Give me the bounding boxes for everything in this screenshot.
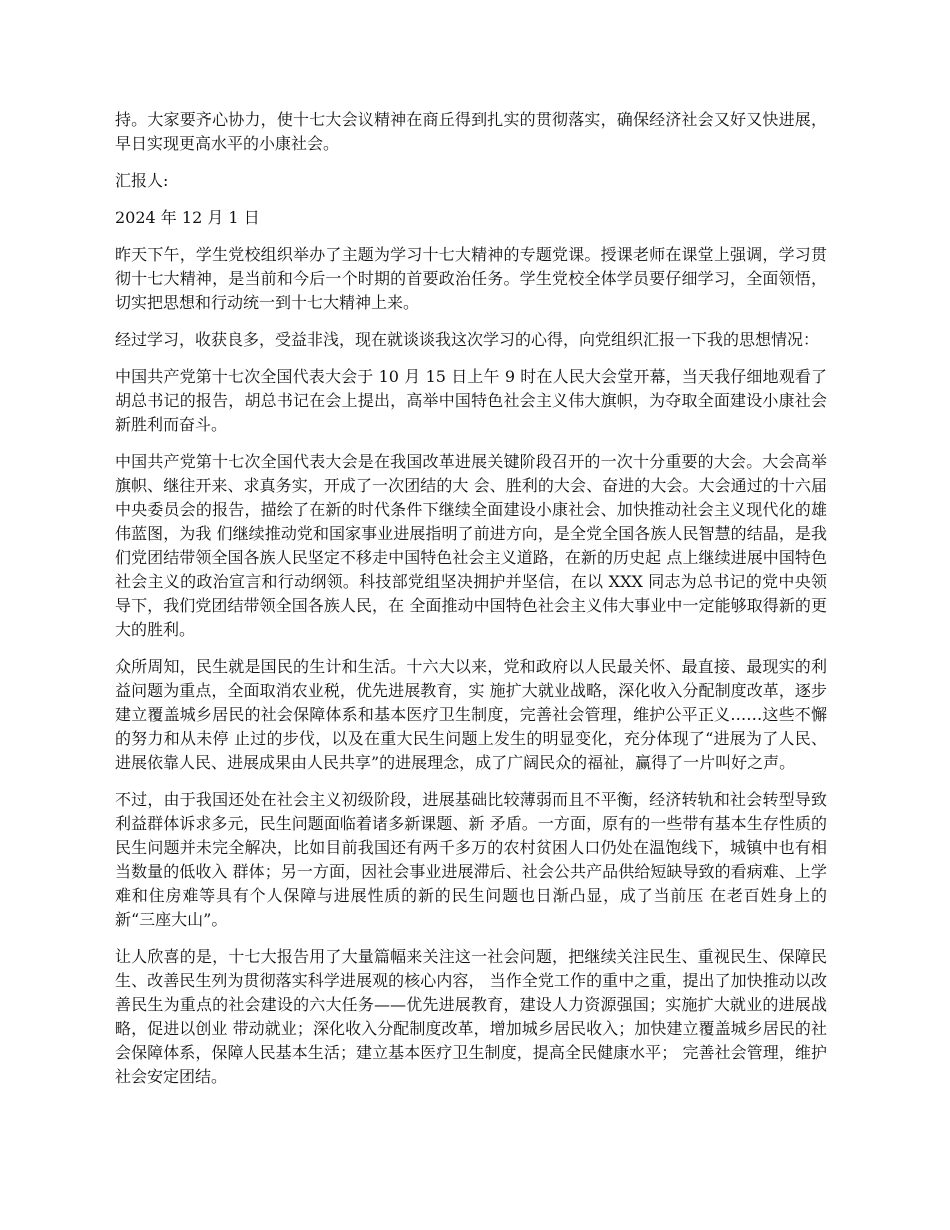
paragraph-challenges: 不过，由于我国还处在社会主义初级阶段，进展基础比较薄弱而且不平衡，经济转轨和社会转型导致利益群体诉求多元，民生问题面临着诸多新课题、新 矛盾。一方面，原有的一些带有基本生存性质的民生问题并未完全解决，比如目前我国还有两千多万的农村贫困人口仍处在温饱线下，城镇中也有相当数量的低收入 群体；另一方面，因社会事业进展滞后、社会公共产品供给短缺导致的看病难、上学难和住房难等具有个人保障与进展性质的新的民生问题也日渐凸显，成了当前压 在老百姓身上的新“三座大山”。	[115, 790, 827, 929]
document-page	[115, 108, 827, 1102]
paragraph-continuation: 持。大家要齐心协力，使十七大会议精神在商丘得到扎实的贯彻落实，确保经济社会又好又快进展，早日实现更高水平的小康社会。	[115, 110, 827, 153]
paragraph-livelihood: 众所周知，民生就是国民的生计和生活。十六大以来，党和政府以人民最关怀、最直接、最现实的利益问题为重点，全面取消农业税，优先进展教育，实 施扩大就业战略，深化收入分配制度改革，逐步建立覆盖城乡居民的社会保障体系和基本医疗卫生制度，完善社会管理，维护公平正义……这些不懈的努力和从未停 止过的步伐，以及在重大民生问题上发生的明显变化，充分体现了“进展为了人民、进展依靠人民、进展成果由人民共享”的进展理念，成了广阔民众的福祉，赢得了一片叫好之声。	[115, 657, 827, 772]
report-date: 2024 年 12 月 1 日	[115, 208, 260, 227]
reporter-label: 汇报人:	[115, 171, 169, 190]
paragraph-study-gains: 经过学习，收获良多，受益非浅，现在就谈谈我这次学习的心得，向党组织汇报一下我的思想情况：	[115, 330, 820, 349]
paragraph-party-lecture: 昨天下午，学生党校组织举办了主题为学习十七大精神的专题党课。授课老师在课堂上强调，学习贯彻十七大精神，是当前和今后一个时期的首要政治任务。学生党校全体学员要仔细学习，全面领悟，切实把思想和行动统一到十七大精神上来。	[115, 245, 827, 312]
paragraph-congress-opening: 中国共产党第十七次全国代表大会于 10 月 15 日上午 9 时在人民大会堂开幕，当天我仔细地观看了胡总书记的报告，胡总书记在会上提出，高举中国特色社会主义伟大旗帜，为夺取全面建设小康社会新胜利而奋斗。	[115, 367, 827, 434]
paragraph-six-tasks: 让人欣喜的是，十七大报告用了大量篇幅来关注这一社会问题，把继续关注民生、重视民生、保障民生、改善民生列为贯彻落实科学进展观的核心内容， 当作全党工作的重中之重，提出了加快推动以改善民生为重点的社会建设的六大任务——优先进展教育，建设人力资源强国；实施扩大就业的进展战略，促进以创业 带动就业；深化收入分配制度改革，增加城乡居民收入；加快建立覆盖城乡居民的社会保障体系，保障人民基本生活；建立基本医疗卫生制度，提高全民健康水平； 完善社会管理，维护社会安定团结。	[115, 947, 827, 1086]
paragraph-congress-significance: 中国共产党第十七次全国代表大会是在我国改革进展关键阶段召开的一次十分重要的大会。大会高举旗帜、继往开来、求真务实，开成了一次团结的大 会、胜利的大会、奋进的大会。大会通过的十六届中央委员会的报告，描绘了在新的时代条件下继续全面建设小康社会、加快推动社会主义现代化的雄伟蓝图，为我 们继续推动党和国家事业进展指明了前进方向，是全党全国各族人民智慧的结晶，是我们党团结带领全国各族人民坚定不移走中国特色社会主义道路，在新的历史起 点上继续进展中国特色社会主义的政治宣言和行动纲领。科技部党组坚决拥护并坚信，在以 XXX 同志为总书记的党中央领导下，我们党团结带领全国各族人民，在 全面推动中国特色社会主义伟大事业中一定能够取得新的更大的胜利。	[115, 452, 827, 639]
